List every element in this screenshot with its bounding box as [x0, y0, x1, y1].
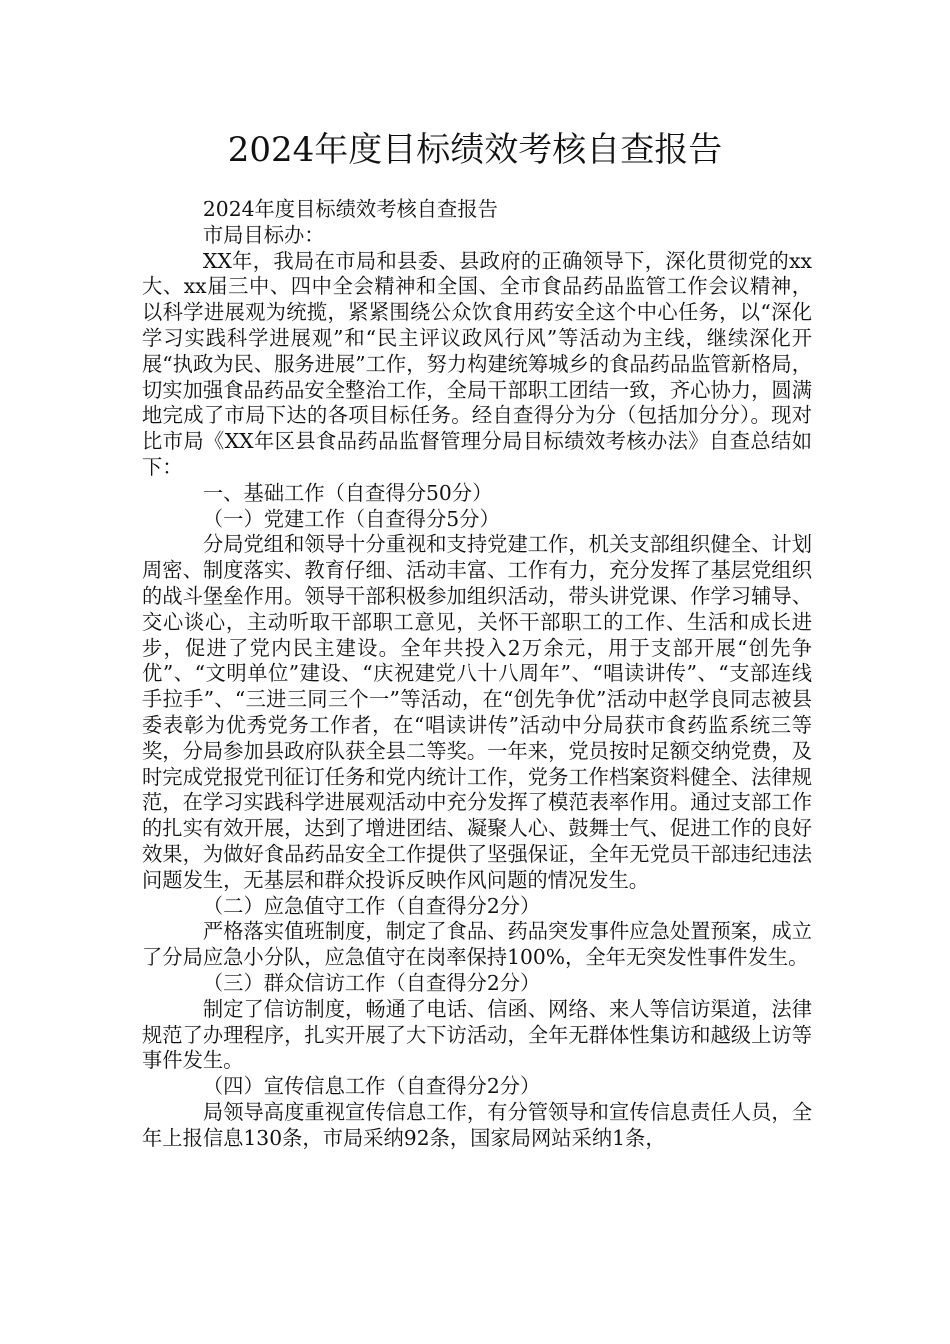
addressee-line: 市局目标办：	[202, 222, 325, 247]
emergency-duty-paragraph: 严格落实值班制度，制定了食品、药品突发事件应急处置预案，成立了分局应急小分队，应急值守在岗率保持100%，全年无突发性事件发生。	[142, 919, 812, 970]
document-title: 2024年度目标绩效考核自查报告	[227, 130, 723, 170]
party-building-paragraph: 分局党组和领导十分重视和支持党建工作，机关支部组织健全、计划周密、制度落实、教育仔细、活动丰富、工作有力，充分发挥了基层党组织的战斗堡垒作用。领导干部积极参加组织活动，带头讲党课、作学习辅导、交心谈心，主动听取干部职工意见，关怀干部职工的工作、生活和成长进步，促进了党内民主建设。全年共投入2万余元，用于支部开展“创先争优”、“文明单位”建设、“庆祝建党八十八周年”、“唱读讲传”、“支部连线手拉手”、“三进三同三个一”等活动，在“创先争优”活动中赵学良同志被县委表彰为优秀党务工作者，在“唱读讲传”活动中分局获市食药监系统三等奖，分局参加县政府队获全县二等奖。一年来，党员按时足额交纳党费，及时完成党报党刊征订任务和党内统计工作，党务工作档案资料健全、法律规范，在学习实践科学进展观活动中充分发挥了模范表率作用。通过支部工作的扎实有效开展，达到了增进团结、凝聚人心、鼓舞士气、促进工作的良好效果，为做好食品药品安全工作提供了坚强保证，全年无党员干部违纪违法问题发生，无基层和群众投诉反映作风问题的情况发生。	[142, 532, 812, 892]
subsection-heading-petition-work: （三）群众信访工作（自查得分2分）	[202, 970, 541, 995]
document-body	[142, 197, 812, 1151]
report-subtitle: 2024年度目标绩效考核自查报告	[202, 197, 498, 221]
subsection-heading-party-building: （一）党建工作（自查得分5分）	[202, 506, 500, 531]
intro-paragraph: XX年，我局在市局和县委、县政府的正确领导下，深化贯彻党的xx大、xx届三中、四中全会精神和全国、全市食品药品监管工作会议精神，以科学进展观为统揽，紧紧围绕公众饮食用药安全这个中心任务，以“深化学习实践科学进展观”和“民主评议政风行风”等活动为主线，继续深化开展“执政为民、服务进展”工作，努力构建统筹城乡的食品药品监管新格局，切实加强食品药品安全整治工作，全局干部职工团结一致，齐心协力，圆满地完成了市局下达的各项目标任务。经自查得分为分（包括加分分）。现对比市局《XX年区县食品药品监督管理分局目标绩效考核办法》自查总结如下：	[142, 248, 812, 479]
publicity-info-paragraph: 局领导高度重视宣传信息工作，有分管领导和宣传信息责任人员，全年上报信息130条，市局采纳92条，国家局网站采纳1条，	[142, 1099, 812, 1150]
subsection-heading-publicity-info: （四）宣传信息工作（自查得分2分）	[202, 1074, 541, 1099]
petition-work-paragraph: 制定了信访制度，畅通了电话、信函、网络、来人等信访渠道，法律规范了办理程序，扎实开展了大下访活动，全年无群体性集访和越级上访等事件发生。	[142, 996, 812, 1073]
section-heading-basic-work: 一、基础工作（自查得分50分）	[202, 480, 493, 505]
subsection-heading-emergency-duty: （二）应急值守工作（自查得分2分）	[202, 893, 541, 918]
